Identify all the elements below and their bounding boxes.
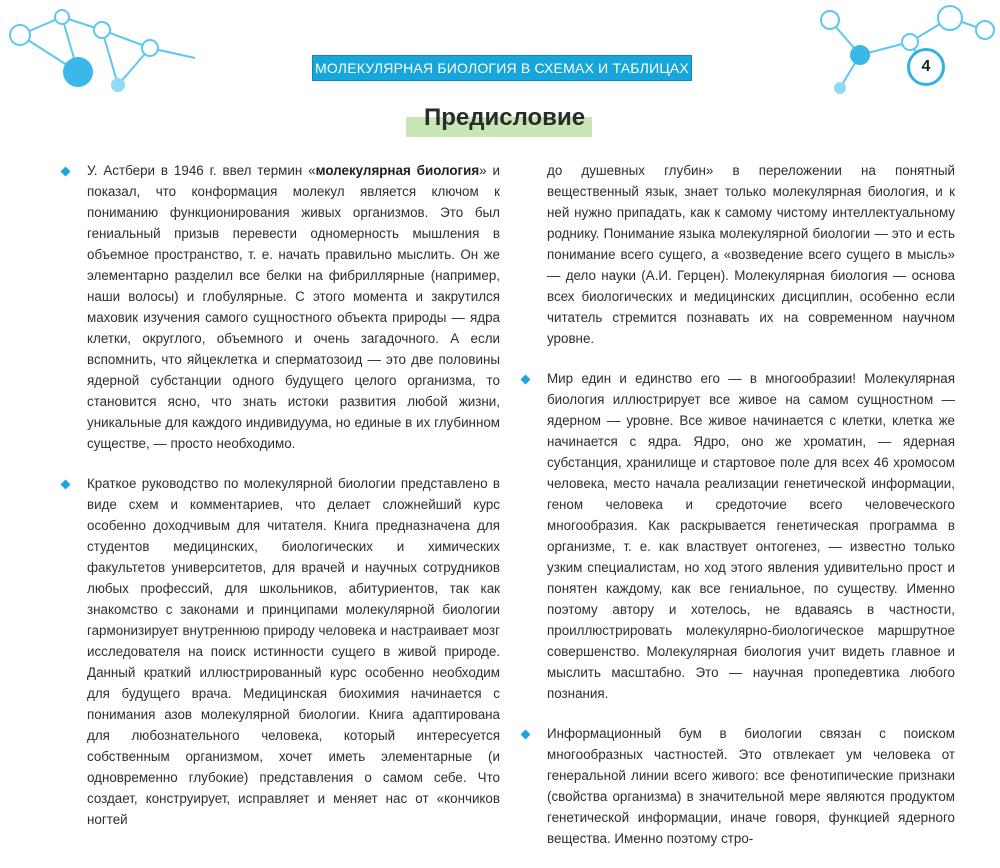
paragraph-2-continued	[518, 160, 955, 349]
paragraph-1-term: молекулярная биология	[315, 163, 480, 178]
page-heading: Предисловие	[424, 104, 586, 131]
paragraph-4-text: Информационный бум в биологии связан с поиском многообразных частностей. Это отвлекает ум человека от генеральной линии всего живого: все фенотипические признаки (свойства организма) в значительной мере являются продуктом генетической информации, иначе говоря, функцией ядерного вещества. Именно поэтому стро-	[547, 726, 955, 846]
page-number: 4	[921, 58, 931, 75]
diamond-bullet-icon	[61, 480, 71, 490]
heading-block	[406, 103, 585, 133]
diamond-bullet-icon	[521, 730, 531, 740]
section-banner	[312, 55, 692, 81]
paragraph-3	[518, 368, 955, 704]
paragraph-1	[58, 160, 500, 454]
diamond-bullet-icon	[61, 167, 71, 177]
left-column	[58, 160, 500, 849]
diamond-bullet-icon	[521, 375, 531, 385]
paragraph-2	[58, 473, 500, 830]
molecule-graphic-right	[800, 0, 1000, 100]
paragraph-2-continued-text: до душевных глубин» в переложении на понятный вещественный язык, знает только молекулярная биология, и к ней нужно припадать, как к самому чистому интеллектуальному роднику. Понимание языка молекулярной биологии — это и есть понимание всего сущего, а «возведение всего сущего в мысль» — дело науки (А.И. Герцен). Молекулярная биология — основа всех биологических и медицинских дисциплин, особенно если читатель стремится познавать их на современном научном уровне.	[547, 163, 955, 346]
molecule-graphic-left	[0, 0, 200, 100]
paragraph-1-after: » и показал, что конформация молекул является ключом к пониманию функционирования живых организмов. Это был гениальный призыв перевести одномерность мышления в объемное пространство, т. е. начать правильно мыслить. Он же элементарно разделил все белки на фибриллярные (например, наши волосы) и глобулярные. С этого момента и закрутился маховик изучения самого сущностного объекта природы — ядра клетки, округлого, объемного и очень загадочного. А если вспомнить, что яйцеклетка и сперматозоид — это две половины ядерной субстанции одного будущего целого организма, то становится ясно, что знать истоки развития любой жизни, уникальные для каждого индивидуума, но единые в их глубинном существе, — просто необходимо.	[87, 163, 501, 451]
paragraph-1-before: У. Астбери в 1946 г. ввел термин «	[87, 163, 316, 178]
section-title: МОЛЕКУЛЯРНАЯ БИОЛОГИЯ В СХЕМАХ И ТАБЛИЦАХ	[315, 60, 689, 76]
paragraph-4	[518, 723, 955, 849]
page-number-badge	[907, 48, 945, 86]
right-column	[518, 160, 955, 868]
paragraph-3-text: Мир един и единство его — в многообразии! Молекулярная биология иллюстрирует все живое на самом сущностном — ядерном — уровне. Все живое начинается с клетки, клетка же начинается с ядра. Ядро, оно же хроматин, — ядерная субстанция, хранилище и стартовое поле для всех 46 хромосом человека, место начала реализации генетической информации, геном человека и средоточие всего человеческого многообразия. Как раскрывается генетическая программа в организме, т. е. как властвует онтогенез, — известно только узким специалистам, но ход этого явления удивительно прост и понятен каждому, как все гениальное, по существу. Именно поэтому автору и хотелось, не вдаваясь в частности, проиллюстрировать молекулярно-биологическое маршрутное совершенство. Молекулярная биология учит видеть главное и мыслить масштабно. Это — научная пропедевтика любого познания.	[547, 371, 955, 701]
paragraph-2-text: Краткое руководство по молекулярной биологии представлено в виде схем и комментариев, что делает сложнейший курс особенно доходчивым для читателя. Книга предназначена для студентов медицинских, биологических и химических факультетов университетов, для врачей и научных сотрудников любых профессий, для школьников, абитуриентов, так как знакомство с законами и принципами молекулярной биологии гармонизирует внутреннюю природу человека и настраивает мозг исследователя на поиск истинности сущего в живой природе. Данный краткий иллюстрированный курс особенно необходим для будущего врача. Медицинская биохимия начинается с понимания азов молекулярной биологии. Книга адаптирована для любознательного человека, который интересуется собственным организмом, хочет иметь элементарные (и одновременно глубокие) представления о самом себе. Что создает, конструирует, исправляет и меняет нас от «кончиков ногтей	[87, 476, 500, 827]
